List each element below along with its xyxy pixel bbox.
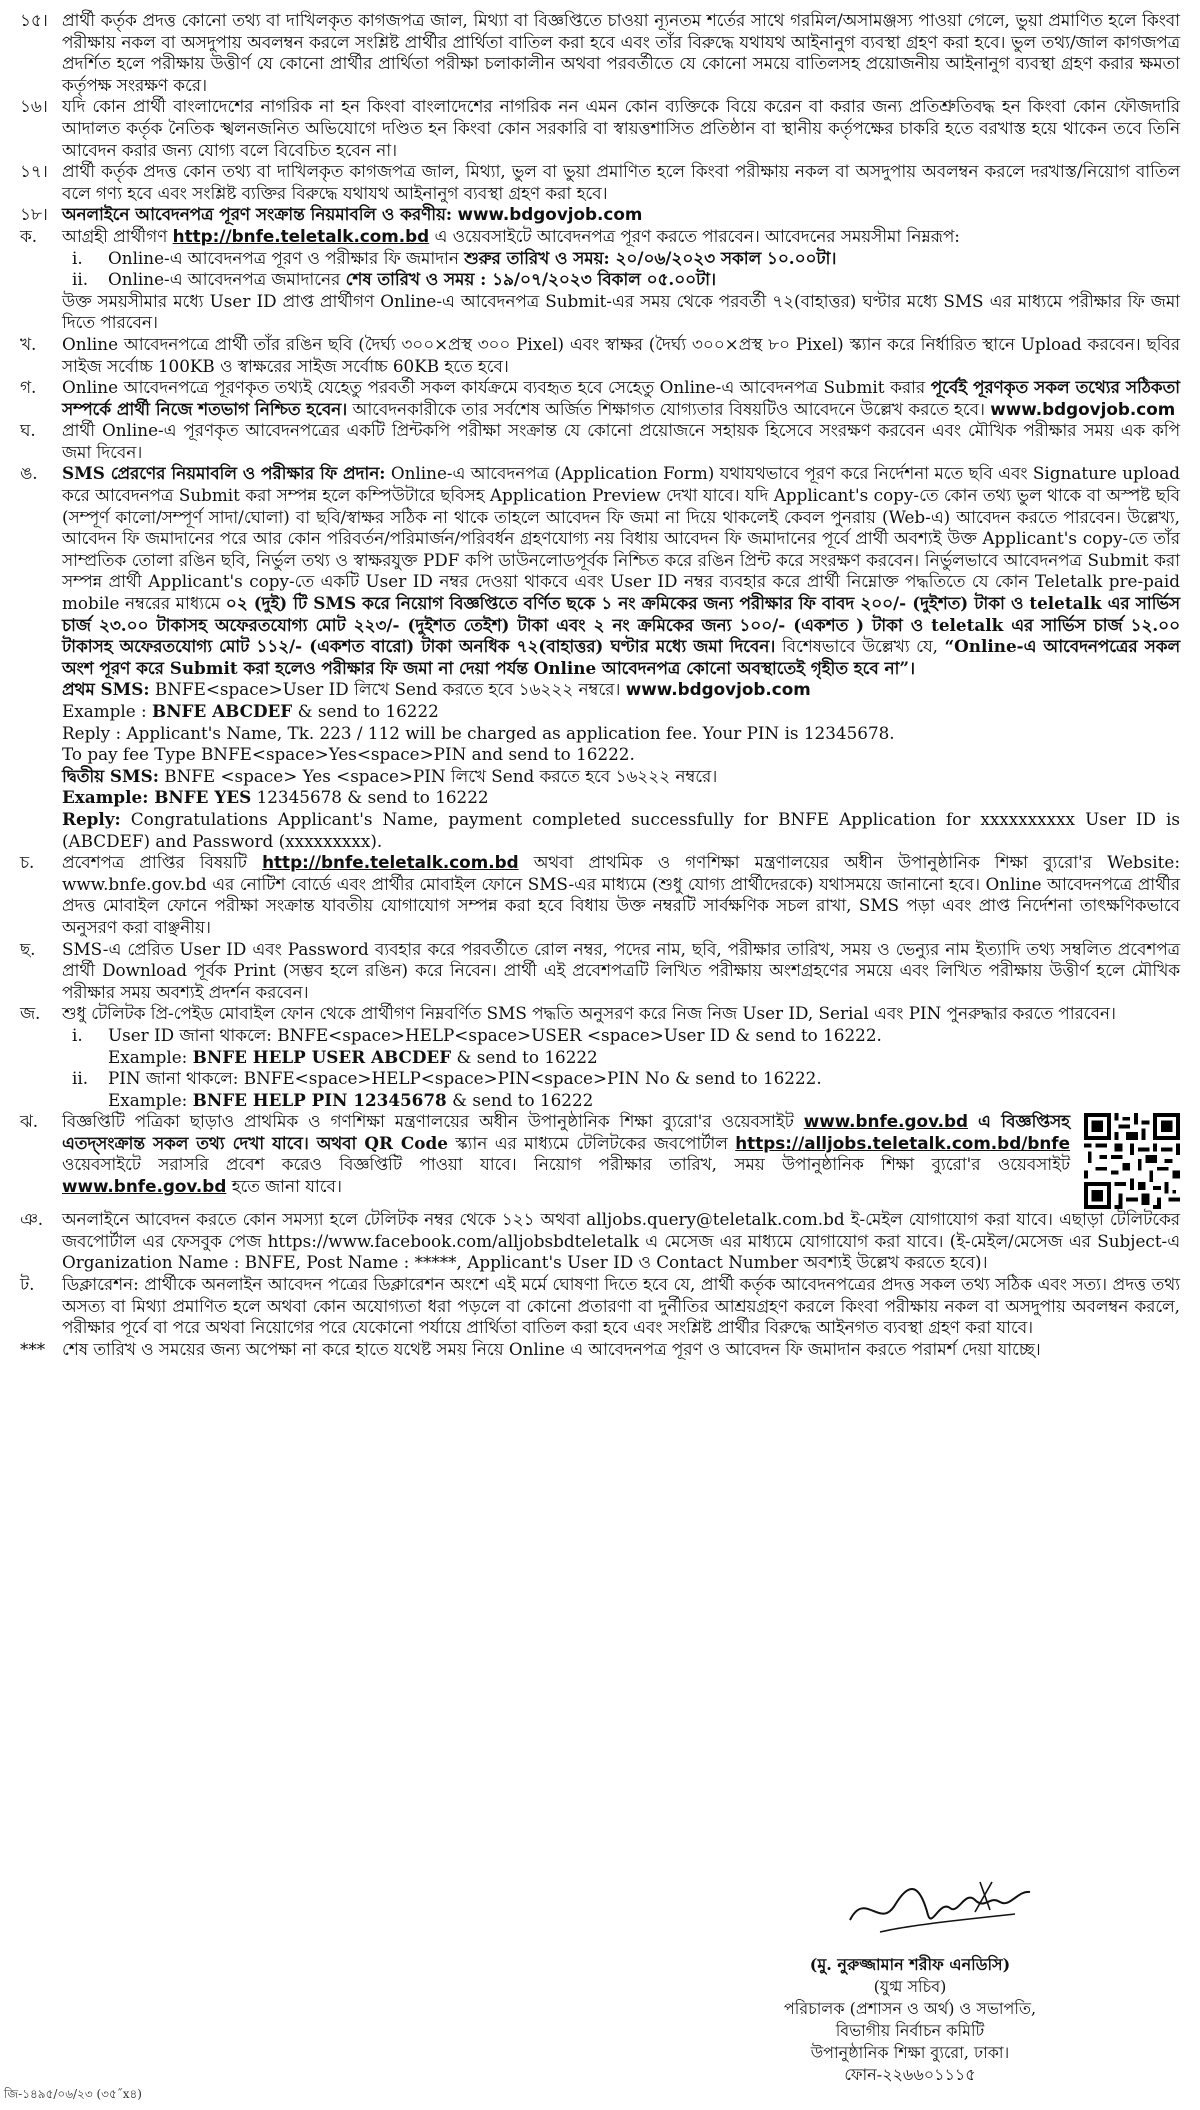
sms-rules-title: SMS প্রেরণের নিয়মাবলি ও পরীক্ষার ফি প্রদান: [62,463,386,484]
example-code: Example: BNFE YES [62,787,252,808]
reply-text: Reply : Applicant's Name, Tk. 223 / 112 will be charged as application fee. Your PIN is 12345678. [62,722,895,743]
website-watermark: www.bdgovjob.com [990,398,1176,419]
item-text: প্রার্থী কর্তৃক প্রদত্ত কোনো তথ্য বা দাখিলকৃত কাগজপত্র জাল, মিথ্যা বা বিজ্ঞপ্তিতে চাওয়া ন্যূনতম শর্তের সাথে গরমিল/অসামঞ্জস্য পাওয়া গেলে, ভুয়া প্রমাণিত হলে কিংবা পরীক্ষায় নকল বা অসদুপায় অবলম্বন করলে সংশ্লিষ্ট প্রার্থীর প্রার্থিতা বাতিল করা হবে এবং তাঁর বিরুদ্ধে যথাযথ আইনানুগ ব্যবস্থা গ্রহণ করা হবে। ভুল তথ্য/জাল কাগজপত্র প্রদর্শিত হলে পরীক্ষায় উত্তীর্ণ যে কোনো প্রার্থীর প্রার্থিতা পরীক্ষা চলাকালীন অথবা পরবর্তীতে যে কোনো সময়ে বাতিলসহ প্রয়োজনীয় আইনানুগ ব্যবস্থা গ্রহণ করার ক্ষমতা কর্তৃপক্ষ সংরক্ষণ করে। [62,10,1180,95]
example-code: BNFE ABCDEF [152,701,293,721]
item-number: ক. [20,225,38,246]
sms2-label: দ্বিতীয় SMS: [62,765,159,786]
officer-office: উপানুষ্ঠানিক শিক্ষা ব্যুরো, ঢাকা। [810,2043,1010,2062]
item-bold-text: এ বিজ্ঞপ্তিসহ এতদ্‌সংক্রান্ত সকল তথ্য দেখা যাবে। অথবা QR Code [62,1111,1070,1153]
item-text: শুধু টেলিটক প্রি-পেইড মোবাইল ফোন থেকে প্রার্থীগণ নিম্নবর্ণিত SMS পদ্ধতি অনুসরণ করে নিজ নিজ User ID, Serial এবং PIN পুনরুদ্ধার করতে পারবেন। [62,1003,1116,1024]
item-number: ১৫। [20,10,48,30]
sub-number: i. [72,1024,83,1045]
item-text: আগ্রহী প্রার্থীগণ [62,225,168,246]
item-number: ট. [20,1274,35,1295]
start-date: শুরুর তারিখ ও সময়: ২০/০৬/২০২৩ সকাল ১০.০০টা। [464,247,837,268]
item-18 [20,204,1180,226]
teletalk-link[interactable]: http://bnfe.teletalk.com.bd [262,852,519,873]
sub-number: i. [72,247,83,268]
item-number: ঙ. [20,463,38,484]
print-code: জি-১৪৯৫/০৬/২৩ (৩৫˝x৪) [4,2087,142,2101]
example-label: Example: [108,1089,188,1110]
item-text: হতে জানা যাবে। [231,1176,342,1197]
item-ga [20,377,1180,420]
item-text: Online আবেদনপত্রে পূরণকৃত তথ্যই যেহেতু পরবর্তী সকল কার্যক্রমে ব্যবহৃত হবে সেহেতু Online-এ আবেদনপত্র Submit করার [62,377,926,398]
officer-committee: বিভাগীয় নির্বাচন কমিটি [835,2021,985,2040]
item-text: বিশেষভাবে উল্লেখ্য যে, [781,636,938,657]
note-text: শেষ তারিখ ও সময়ের জন্য অপেক্ষা না করে হাতে যথেষ্ট সময় নিয়ে Online এ আবেদনপত্র পূরণ ও আবেদন ফি জমাদান করতে পরামর্শ দেয়া যাচ্ছে। [62,1338,1041,1359]
item-text: যদি কোন প্রার্থী বাংলাদেশের নাগরিক না হন কিংবা বাংলাদেশের নাগরিক নন এমন কোন ব্যক্তিকে বিয়ে করেন বা করার জন্য প্রতিশ্রুতিবদ্ধ হন কিংবা কোন ফৌজদারি আদালত কর্তৃক নৈতিক স্খলনজনিত অভিযোগে দণ্ডিত হন কিংবা কোন সরকারি বা স্বায়ত্তশাসিত প্রতিষ্ঠান বা স্থানীয় কর্তৃপক্ষের চাকরি হতে বরখাস্ত হয়ে থাকেন তবে তিনি আবেদন করার জন্য যোগ্য বলে বিবেচিত হবেন না। [62,96,1180,160]
item-jha [20,1111,1180,1209]
example-label: Example : [62,701,147,721]
item-text: অথবা প্রাথমিক ও গণশিক্ষা মন্ত্রণালয়ের অধীন উপানুষ্ঠানিক শিক্ষা ব্যুরো'র Website: www.bnfe.gov.bd এর নোটিশ বোর্ডে এবং প্রার্থীর মোবাইল ফোনে SMS-এর মাধ্যমে (শুধু যোগ্য প্রার্থীদেরকে) যথাসময়ে জানানো হবে। Online আবেদনপত্রে প্রার্থীর প্রদত্ত মোবাইল ফোনে পরীক্ষা সংক্রান্ত যাবতীয় যোগাযোগ সম্পন্ন করা হবে বিধায় উক্ত নম্বরটি সার্বক্ষণিক সচল রাখা, SMS পড়া এবং প্রাপ্ত নির্দেশনা তাৎক্ষণিকভাবে অনুসরণ করা বাঞ্ছনীয়। [62,852,1180,937]
sms2-text: BNFE <space> Yes <space>PIN লিখে Send করতে হবে ১৬২২২ নম্বরে। [164,765,718,786]
item-text: আবেদনকারীকে তার সর্বশেষ অর্জিত শিক্ষাগত যোগ্যতার বিষয়টিও আবেদনে উল্লেখ করতে হবে। [352,398,985,419]
example-tail: & send to 16222 [456,1046,598,1067]
fee-details: ০২ (দুই) টি SMS করে নিয়োগ বিজ্ঞপ্তিতে বর্ণিত ছকে ১ নং ক্রমিকের জন্য পরীক্ষার ফি বাবদ ২০০/- (দুইশত) টাকা ও teletalk এর সার্ভিস চার্জ ২৩.০০ টাকাসহ অফেরতযোগ্য মোট ২২৩/- (দুইশত তেইশ) টাকা এবং ২ নং ক্রমিকের জন্য ১০০/- (একশত ) টাকা ও teletalk এর সার্ভিস চার্জ ১২.০০ টাকাসহ অফেরতযোগ্য মোট ১১২/- (একশত বারো) টাকা অনধিক ৭২(বাহাত্তর) ঘণ্টার মধ্যে জমা দিবেন। [62,593,1181,657]
advice-note [20,1339,1180,1361]
warning-text: “Online-এ আবেদনপত্রের সকল অংশ পূরণ করে Submit করা হলেও পরীক্ষার ফি জমা না দেয়া পর্যন্ত Online আবেদনপত্র কোনো অবস্থাতেই গৃহীত হবে না”। [62,636,1180,678]
notice-body [20,10,1180,1360]
item-kha [20,334,1180,377]
signature-icon [840,1870,1040,1940]
item-text: প্রবেশপত্র প্রাপ্তির বিষয়টি [62,852,247,873]
note-marker: *** [20,1338,46,1359]
item-text: Online আবেদনপত্রে প্রার্থী তাঁর রঙিন ছবি (দৈর্ঘ্য ৩০০×প্রস্থ ৩০০ Pixel) এবং স্বাক্ষর (দৈর্ঘ্য ৩০০×প্রস্থ ৮০ Pixel) স্ক্যান করে নির্ধারিত স্থানে Upload করবেন। ছবির সাইজ সর্বোচ্চ 100KB ও স্বাক্ষরের সাইজ সর্বোচ্চ 60KB হতে হবে। [62,333,1180,376]
item-ka [20,226,1180,334]
item-16 [20,96,1180,161]
item-number: খ. [20,333,37,354]
item-number: ১৭। [20,161,48,182]
item-text: অনলাইনে আবেদন করতে কোন সমস্যা হলে টেলিটক নম্বর থেকে ১২১ অথবা alljobs.query@teletalk.com.bd ই-মেইল যোগাযোগ করা যাবে। এছাড়া টেলিটকের জবপোর্টাল এর ফেসবুক পেজ https://www.facebook.com/alljobsbdteletalk এ মেসেজ এর মাধ্যমে যোগাযোগ করা যাবে। (ই-মেইল/মেসেজ এর Subject-এ Organization Name : BNFE, Post Name : *****, Applicant's User ID ও Contact Number অবশ্যই উল্লেখ করতে হবে)। [62,1209,1180,1273]
sub-text: PIN জানা থাকলে: BNFE<space>HELP<space>PIN<space>PIN No & send to 16222. [108,1068,822,1089]
item-text: প্রার্থী Online-এ পূরণকৃত আবেদনপত্রের একটি প্রিন্টকপি পরীক্ষা সংক্রান্ত যে কোনো প্রয়োজনে সহায়ক হিসেবে সংরক্ষণ করবেন এবং মৌখিক পরীক্ষার সময় এক কপি জমা দিবেন। [62,420,1180,462]
officer-rank: (যুগ্ম সচিব) [873,1977,947,1996]
sms1-label: প্রথম SMS: [62,679,150,700]
reply-label: Reply: [62,808,121,829]
item-number: ঞ. [20,1209,44,1230]
item-text: উক্ত সময়সীমার মধ্যে User ID প্রাপ্ত প্রার্থীগণ Online-এ আবেদনপত্র Submit-এর সময় থেকে পরবর্তী ৭২(বাহাত্তর) ঘণ্টার মধ্যে SMS এর মাধ্যমে পরীক্ষার ফি জমা দিতে পারবেন। [62,290,1180,333]
example-tail: 12345678 & send to 16222 [256,787,489,808]
example-code: BNFE HELP PIN 12345678 [192,1089,447,1110]
item-uma [20,463,1180,852]
officer-title: পরিচালক (প্রশাসন ও অর্থ) ও সভাপতি, [783,1999,1037,2018]
item-text: বিজ্ঞপ্তিটি পত্রিকা ছাড়াও প্রাথমিক ও গণশিক্ষা মন্ত্রণালয়ের অধীন উপানুষ্ঠানিক শিক্ষা ব্যুরো'র ওয়েবসাইট [62,1111,794,1132]
item-number: ১৮। [20,204,48,225]
item-number: ঝ. [20,1111,39,1132]
item-text: Online-এ আবেদনপত্র (Application Form) যথাযথভাবে পূরণ করে নির্দেশনা মতে ছবি এবং Signature upload করে আবেদনপত্র Submit করা সম্পন্ন হলে কম্পিউটারে ছবিসহ Application Preview দেখা যাবে। যদি Applicant's copy-তে কোন তথ্য ভুল থাকে বা অস্পষ্ট ছবি (সম্পূর্ণ কালো/সম্পূর্ণ সাদা/ঘোলা) বা ছবি/স্বাক্ষর সঠিক না থাকে তাহলে আবেদন ফি জমা না দিয়ে থাকলেই কেবল পুনরায় (Web-এ) আবেদন করতে পারবেন। উল্লেখ্য, আবেদন ফি জমাদানের পরে আর কোন পরিবর্তন/পরিমার্জন/পরিবর্ধন গ্রহণযোগ্য নয় বিধায় আবেদন ফি জমাদানের পূর্বে প্রার্থী অবশ্যই উক্ত Applicant's copy-তে তাঁর সাম্প্রতিক তোলা রঙিন ছবি, নির্ভুল তথ্য ও স্বাক্ষরযুক্ত PDF কপি ডাউনলোডপূর্বক নিশ্চিত করে রঙিন প্রিন্ট করে সংরক্ষণ করবেন। নির্ভুলভাবে আবেদনপত্র Submit করা সম্পন্ন প্রার্থী Applicant's copy-তে একটি User ID নম্বর দেওয়া থাকবে এবং User ID নম্বর ব্যবহার করে প্রার্থী নিম্নোক্ত পদ্ধতিতে যে কোন Teletalk pre-paid mobile নম্বরের মাধ্যমে [62,463,1180,614]
item-gha [20,420,1180,463]
item-cha [20,939,1180,1004]
section-title: অনলাইনে আবেদনপত্র পূরণ সংক্রান্ত নিয়মাবলি ও করণীয়: [62,204,453,225]
qr-code-icon[interactable] [1084,1113,1180,1209]
item-ta [20,1274,1180,1339]
item-ca [20,852,1180,938]
teletalk-link[interactable]: http://bnfe.teletalk.com.bd [172,225,430,246]
item-15 [20,10,1180,96]
signature-block [700,1954,1120,2086]
item-text: ওয়েবসাইটে সরাসরি প্রবেশ করেও বিজ্ঞপ্তিটি পাওয়া যাবে। নিয়োগ পরীক্ষার তারিখ, সময় উপানুষ্ঠানিক শিক্ষা ব্যুরো'র ওয়েবসাইট [62,1154,1070,1175]
example-tail: & send to 16222 [297,701,439,721]
website-watermark: www.bdgovjob.com [457,204,643,225]
sub-number: ii. [72,1068,89,1089]
website-watermark: www.bdgovjob.com [625,679,811,700]
alljobs-link[interactable]: https://alljobs.teletalk.com.bd/bnfe [735,1132,1070,1153]
sub-number: ii. [72,269,89,290]
item-number: জ. [20,1003,41,1024]
reply-text: Congratulations Applicant's Name, payment completed successfully for BNFE Application for xxxxxxxxxx User ID is (ABCDEF) and Password (xxxxxxxxx). [62,808,1180,851]
sub-text: Online-এ আবেদনপত্র পূরণ ও পরীক্ষার ফি জমাদান [108,247,459,268]
officer-phone: ফোন-২২৬৬০১১১৫ [844,2065,976,2084]
item-number: ছ. [20,938,36,959]
reply-text: To pay fee Type BNFE<space>Yes<space>PIN and send to 16222. [62,744,635,765]
sub-text: Online-এ আবেদনপত্র জমাদানের [108,269,341,290]
item-number: গ. [20,377,37,398]
item-text: স্ক্যান এর মাধ্যমে টেলিটকের জবপোর্টাল [455,1132,728,1153]
item-text: ডিক্লারেশন: প্রার্থীকে অনলাইন আবেদন পত্রের ডিক্লারেশন অংশে এই মর্মে ঘোষণা দিতে হবে যে, প্রার্থী কর্তৃক আবেদনপত্রের প্রদত্ত সকল তথ্য সঠিক এবং সত্য। প্রদত্ত তথ্য অসত্য বা মিথ্যা প্রমাণিত হলে অথবা কোন অযোগ্যতা ধরা পড়লে বা কোনো প্রতারণা বা দুর্নীতির আশ্রয়গ্রহণ করলে কিংবা পরীক্ষায় নকল বা অসদুপায় অবলম্বন করলে, পরীক্ষার পূর্বে বা পরে অথবা নিয়োগের পরে যেকোনো পর্যায়ে প্রার্থিতা বাতিল করা হবে এবং সংশ্লিষ্ট প্রার্থীর বিরুদ্ধে আইনগত ব্যবস্থা গ্রহণ করা যাবে। [62,1274,1180,1338]
item-bold-text: পূর্বেই পূরণকৃত সকল তথ্যের সঠিকতা সম্পর্কে প্রার্থী নিজে শতভাগ নিশ্চিত হবেন। [62,377,1180,419]
example-label: Example: [108,1046,188,1067]
item-text: প্রার্থী কর্তৃক প্রদত্ত কোন তথ্য বা দাখিলকৃত কাগজপত্র জাল, মিথ্যা, ভুল বা ভুয়া প্রমাণিত হলে কিংবা পরীক্ষায় নকল বা অসদুপায় অবলম্বন করলে দরখাস্ত/নিয়োগ বাতিল বলে গণ্য হবে এবং সংশ্লিষ্ট ব্যক্তির বিরুদ্ধে যথাযথ আইনানুগ ব্যবস্থা গ্রহণ করা হবে। [62,161,1180,203]
item-ja [20,1003,1180,1111]
sms1-text: BNFE<space>User ID লিখে Send করতে হবে ১৬২২২ নম্বরে। [154,679,621,700]
item-number: চ. [20,852,35,873]
sub-text: User ID জানা থাকলে: BNFE<space>HELP<space>USER <space>User ID & send to 16222. [108,1024,882,1045]
item-text: এ ওয়েবসাইটে আবেদনপত্র পূরণ করতে পারবেন। আবেদনের সময়সীমা নিম্নরূপ: [434,225,960,246]
bnfe-link[interactable]: www.bnfe.gov.bd [62,1176,227,1197]
item-number: ১৬। [20,96,48,117]
item-number: ঘ. [20,420,36,441]
sub-item [62,1025,1180,1068]
sub-item [62,269,1180,291]
example-code: BNFE HELP USER ABCDEF [192,1046,452,1067]
officer-name: (মু. নুরুজ্জামান শরীফ এনডিসি) [809,1955,1011,1974]
item-text: SMS-এ প্রেরিত User ID এবং Password ব্যবহার করে পরবর্তীতে রোল নম্বর, পদের নাম, ছবি, পরীক্ষার তারিখ, সময় ও ভেন্যুর নাম ইত্যাদি তথ্য সম্বলিত প্রবেশপত্র প্রার্থী Download পূর্বক Print (সম্ভব হলে রঙিন) করে নিবেন। প্রার্থী এই প্রবেশপত্রটি লিখিত পরীক্ষায় অংশগ্রহণের সময়ে এবং লিখিত পরীক্ষায় উত্তীর্ণ হলে মৌখিক পরীক্ষার সময় অবশ্যই প্রদর্শন করবেন। [62,938,1180,1002]
sub-item [62,1068,1180,1111]
item-nya [20,1209,1180,1274]
sub-item [62,248,1180,270]
end-date: শেষ তারিখ ও সময় : ১৯/০৭/২০২৩ বিকাল ০৫.০০টা। [345,269,717,290]
example-tail: & send to 16222 [452,1089,594,1110]
bnfe-link[interactable]: www.bnfe.gov.bd [803,1111,969,1132]
item-17 [20,161,1180,204]
